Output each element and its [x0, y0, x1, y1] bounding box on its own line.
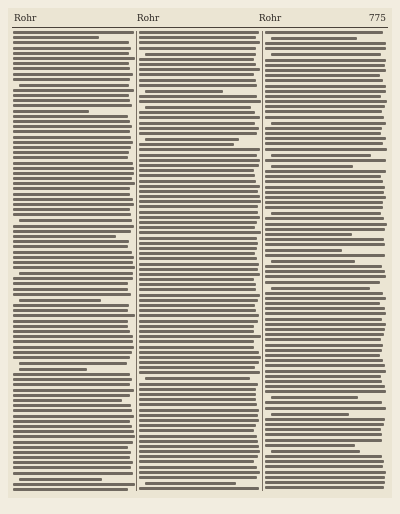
text-line: [13, 104, 132, 107]
text-line: [145, 106, 251, 109]
text-line: [271, 396, 358, 399]
text-line: [13, 266, 135, 269]
text-line: [139, 164, 259, 167]
text-line: [265, 137, 386, 140]
text-line: [139, 320, 258, 323]
text-line: [265, 175, 381, 178]
text-line: [271, 260, 355, 263]
text-line: [13, 456, 130, 459]
text-line: [13, 67, 130, 70]
text-line: [265, 42, 386, 45]
text-line: [13, 251, 132, 254]
header-left-word: Rohr: [14, 14, 37, 24]
text-line: [271, 165, 353, 168]
text-line: [139, 346, 254, 349]
text-line: [265, 148, 387, 151]
text-line: [265, 142, 383, 145]
text-line: [13, 52, 129, 55]
text-line: [139, 356, 261, 359]
text-line: [13, 89, 134, 92]
text-line: [139, 159, 260, 162]
text-line: [13, 94, 129, 97]
text-line: [265, 328, 385, 331]
text-line: [13, 446, 128, 449]
text-line: [265, 100, 387, 103]
text-line: [19, 478, 102, 481]
text-line: [13, 399, 122, 402]
text-line: [265, 186, 385, 189]
text-line: [139, 174, 255, 177]
text-line: [19, 368, 87, 371]
text-line: [139, 403, 257, 406]
text-line: [265, 191, 384, 194]
text-line: [139, 361, 259, 364]
text-line: [13, 47, 131, 50]
text-line: [265, 354, 380, 357]
text-line: [139, 185, 260, 188]
text-line: [145, 90, 223, 93]
text-line: [13, 125, 132, 128]
text-line: [265, 270, 385, 273]
text-line: [139, 252, 255, 255]
text-line: [139, 111, 255, 114]
text-line: [265, 223, 387, 226]
text-line: [13, 404, 131, 407]
text-line: [13, 146, 131, 149]
text-line: [265, 428, 381, 431]
text-line: [271, 53, 381, 56]
text-line: [13, 441, 133, 444]
text-line: [13, 430, 134, 433]
text-line: [265, 312, 386, 315]
text-line: [139, 132, 257, 135]
text-line: [139, 211, 258, 214]
text-line: [265, 127, 382, 130]
text-line: [265, 444, 355, 447]
text-line: [13, 409, 132, 412]
text-line: [13, 208, 130, 211]
text-line: [271, 212, 381, 215]
text-line: [13, 351, 132, 354]
text-line: [13, 31, 134, 34]
text-line: [265, 465, 383, 468]
text-line: [13, 167, 134, 170]
text-line: [13, 461, 133, 464]
text-column-1: [13, 31, 135, 491]
text-line: [265, 31, 383, 34]
text-line: [139, 273, 260, 276]
text-line: [139, 388, 256, 391]
text-line: [265, 423, 384, 426]
text-line: [139, 383, 258, 386]
text-line: [265, 401, 382, 404]
text-line: [13, 304, 129, 307]
text-line: [139, 257, 257, 260]
text-line: [265, 74, 380, 77]
text-line: [139, 278, 254, 281]
text-line: [13, 198, 133, 201]
text-line: [139, 471, 260, 474]
text-line: [13, 110, 89, 113]
text-line: [13, 340, 133, 343]
text-line: [139, 371, 260, 374]
text-line: [265, 407, 386, 410]
text-line: [13, 346, 134, 349]
text-column-3: [265, 31, 387, 491]
text-line: [13, 230, 131, 233]
text-line: [265, 265, 382, 268]
text-line: [265, 238, 384, 241]
text-line: [139, 84, 257, 87]
text-line: [13, 115, 128, 118]
text-line: [139, 466, 257, 469]
text-line: [13, 420, 130, 423]
text-line: [139, 314, 259, 317]
text-line: [265, 375, 381, 378]
text-line: [13, 320, 128, 323]
text-line: [139, 169, 254, 172]
text-line: [265, 359, 383, 362]
text-line: [265, 90, 386, 93]
text-line: [265, 79, 383, 82]
text-line: [139, 435, 257, 438]
text-line: [265, 243, 385, 246]
text-line: [265, 275, 386, 278]
text-line: [271, 450, 360, 453]
text-line: [139, 455, 258, 458]
text-line: [13, 472, 133, 475]
text-line: [265, 364, 385, 367]
text-line: [265, 116, 384, 119]
text-line: [13, 120, 130, 123]
text-line: [265, 370, 386, 373]
text-line: [139, 148, 260, 151]
text-line: [265, 297, 386, 300]
header-center-left-word: Rohr: [136, 14, 160, 24]
text-line: [13, 466, 131, 469]
text-line: [13, 136, 131, 139]
text-line: [139, 154, 257, 157]
text-line: [139, 340, 254, 343]
text-line: [139, 440, 258, 443]
text-line: [13, 245, 128, 248]
text-line: [265, 338, 381, 341]
text-line: [265, 64, 385, 67]
header-rule: [12, 27, 388, 28]
text-line: [139, 47, 256, 50]
text-line: [13, 415, 134, 418]
text-line: [19, 362, 127, 365]
text-line: [139, 288, 256, 291]
text-line: [139, 294, 260, 297]
text-line: [265, 196, 386, 199]
text-line: [13, 483, 135, 486]
text-line: [13, 235, 116, 238]
text-line: [265, 318, 382, 321]
text-line: [265, 486, 384, 489]
text-line: [265, 59, 386, 62]
text-line: [265, 323, 386, 326]
text-line: [13, 389, 134, 392]
text-line: [13, 156, 128, 159]
page-number: 775: [368, 14, 386, 24]
text-line: [265, 344, 383, 347]
text-line: [139, 325, 254, 328]
text-line: [13, 356, 130, 359]
text-line: [139, 116, 260, 119]
text-line: [265, 455, 382, 458]
text-line: [13, 193, 130, 196]
text-line: [139, 414, 258, 417]
text-line: [265, 418, 385, 421]
text-line: [13, 177, 132, 180]
text-line: [139, 100, 261, 103]
text-line: [265, 254, 385, 257]
text-line: [139, 79, 256, 82]
text-line: [265, 233, 352, 236]
text-line: [265, 47, 386, 50]
text-line: [265, 349, 382, 352]
text-line: [13, 151, 129, 154]
text-line: [139, 190, 258, 193]
text-line: [265, 159, 386, 162]
text-line: [139, 283, 256, 286]
text-line: [271, 154, 371, 157]
text-line: [13, 172, 134, 175]
text-line: [265, 180, 383, 183]
text-line: [139, 221, 257, 224]
text-line: [139, 351, 259, 354]
text-line: [139, 231, 261, 234]
text-line: [13, 99, 130, 102]
text-line: [139, 95, 257, 98]
text-line: [139, 36, 256, 39]
text-line: [265, 460, 384, 463]
text-line: [13, 130, 130, 133]
text-line: [139, 450, 260, 453]
text-line: [13, 394, 130, 397]
dictionary-page: [8, 8, 392, 498]
text-line: [139, 409, 259, 412]
text-line: [139, 127, 259, 130]
text-line: [139, 73, 254, 76]
text-line: [13, 325, 128, 328]
text-line: [265, 105, 385, 108]
text-line: [265, 333, 384, 336]
text-line: [139, 58, 254, 61]
text-line: [13, 282, 128, 285]
running-header: [14, 12, 386, 26]
column-divider: [136, 31, 137, 491]
text-line: [265, 433, 382, 436]
text-line: [271, 413, 349, 416]
text-line: [13, 451, 131, 454]
text-line: [139, 393, 256, 396]
text-line: [265, 249, 342, 252]
text-line: [265, 281, 380, 284]
text-line: [139, 304, 255, 307]
text-line: [139, 63, 256, 66]
text-line: [265, 439, 382, 442]
text-line: [139, 226, 255, 229]
text-line: [139, 335, 261, 338]
text-line: [139, 424, 256, 427]
text-line: [271, 122, 386, 125]
text-line: [265, 85, 386, 88]
text-line: [139, 200, 261, 203]
text-line: [139, 330, 254, 333]
text-line: [13, 314, 135, 317]
text-line: [265, 69, 386, 72]
text-line: [265, 385, 385, 388]
text-line: [265, 170, 386, 173]
text-line: [13, 62, 129, 65]
text-line: [13, 225, 134, 228]
text-line: [13, 435, 135, 438]
text-line: [19, 84, 129, 87]
text-line: [13, 78, 130, 81]
text-line: [139, 366, 255, 369]
text-line: [13, 309, 128, 312]
text-line: [13, 141, 133, 144]
text-line: [13, 373, 130, 376]
header-center-right-word: Rohr: [258, 14, 282, 24]
text-line: [271, 37, 357, 40]
text-line: [139, 122, 255, 125]
text-line: [139, 247, 257, 250]
text-line: [19, 299, 101, 302]
text-line: [13, 36, 99, 39]
text-line: [13, 213, 131, 216]
text-line: [13, 162, 133, 165]
text-line: [13, 288, 128, 291]
text-line: [265, 228, 385, 231]
column-divider: [262, 31, 263, 491]
text-line: [139, 195, 260, 198]
text-line: [139, 180, 256, 183]
text-line: [139, 309, 256, 312]
text-line: [139, 216, 260, 219]
text-line: [13, 240, 129, 243]
text-line: [13, 293, 131, 296]
text-line: [265, 217, 384, 220]
text-line: [139, 268, 258, 271]
text-line: [139, 398, 256, 401]
text-line: [145, 482, 236, 485]
text-line: [13, 57, 135, 60]
text-line: [13, 203, 134, 206]
text-line: [139, 143, 234, 146]
text-line: [265, 302, 380, 305]
text-line: [145, 53, 256, 56]
text-line: [265, 95, 381, 98]
text-line: [145, 377, 250, 380]
text-line: [139, 205, 258, 208]
text-line: [13, 330, 130, 333]
text-line: [139, 429, 254, 432]
text-line: [139, 68, 260, 71]
text-line: [139, 263, 259, 266]
text-line: [139, 460, 254, 463]
text-line: [139, 419, 259, 422]
text-line: [265, 481, 385, 484]
text-line: [271, 287, 370, 290]
text-line: [13, 335, 133, 338]
text-line: [13, 182, 135, 185]
text-line: [13, 277, 133, 280]
text-line: [13, 488, 128, 491]
text-line: [265, 390, 386, 393]
text-line: [139, 242, 258, 245]
text-line: [13, 261, 133, 264]
text-line: [13, 187, 130, 190]
text-line: [265, 380, 382, 383]
text-line: [13, 256, 134, 259]
text-line: [265, 292, 383, 295]
text-line: [265, 476, 385, 479]
text-line: [139, 445, 259, 448]
text-line: [265, 307, 385, 310]
text-line: [13, 378, 132, 381]
text-line: [265, 132, 381, 135]
text-line: [13, 41, 129, 44]
text-line: [265, 206, 383, 209]
text-line: [265, 471, 386, 474]
text-line: [145, 138, 239, 141]
text-line: [139, 31, 259, 34]
text-line: [139, 299, 258, 302]
text-line: [265, 201, 383, 204]
text-line: [139, 476, 257, 479]
text-line: [13, 73, 133, 76]
text-line: [265, 110, 382, 113]
text-column-2: [139, 31, 261, 491]
text-line: [139, 487, 259, 490]
text-line: [13, 383, 130, 386]
text-line: [19, 219, 132, 222]
text-line: [139, 41, 260, 44]
text-line: [139, 237, 257, 240]
text-line: [19, 272, 133, 275]
text-line: [13, 425, 132, 428]
